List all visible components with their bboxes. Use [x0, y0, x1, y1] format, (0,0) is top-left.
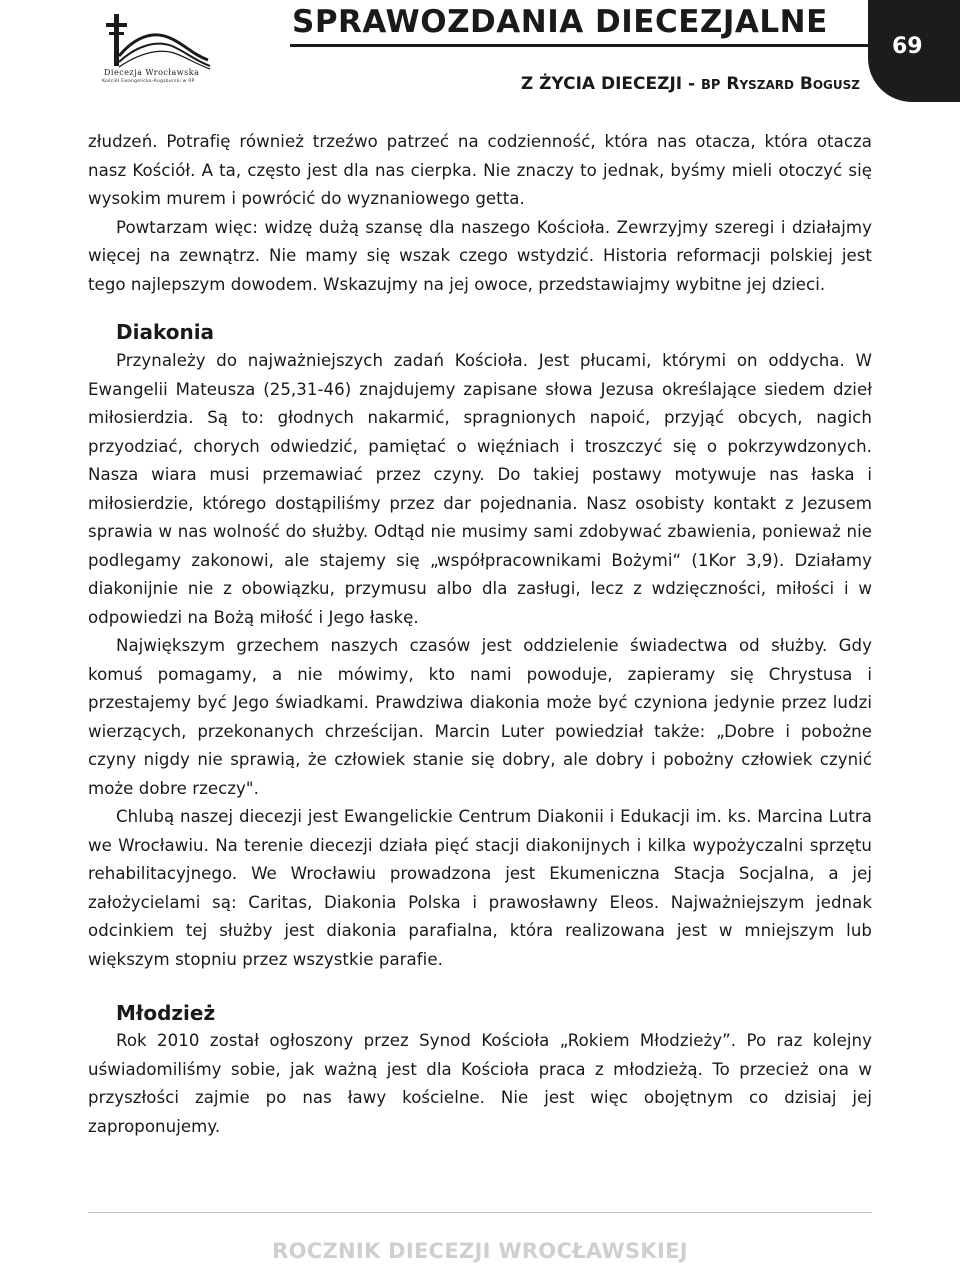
- cross-wave-logo-icon: [100, 12, 212, 72]
- logo-name: Diecezja Wrocławska: [104, 68, 200, 77]
- diocese-logo: [100, 12, 212, 90]
- paragraph-1: złudzeń. Potrafię również trzeźwo patrzeć na codzienność, która nas otacza, która otacza nasz Kościół. A ta, często jest dla nas cierpka. Nie znaczy to jednak, byśmy mieli otoczyć się wysokim murem i powrócić do wyznaniowego getta.: [88, 132, 872, 208]
- logo-subtitle: Kościół Ewangelicko-Augsburski w RP: [102, 79, 195, 84]
- footer-title: ROCZNIK DIECEZJI WROCŁAWSKIEJ: [272, 1239, 688, 1263]
- paragraph-4: Największym grzechem naszych czasów jest oddzielenie świadectwa od służby. Gdy komuś pomagamy, a nie mówimy, kto nami powoduje, zapieramy się Chrystusa i przestajemy być Jego świadkami. Prawdziwa diakonia może być czyniona jedynie przez ludzi wierzących, przekonanych chrześcijan. Marcin Luter powiedział także: „Dobre i pobożne czyny nigdy nie sprawią, że człowiek stanie się dobry, ale dobry i pobożny człowiek czynić może dobre rzeczy".: [88, 636, 872, 798]
- page-number: 69: [892, 34, 923, 59]
- header-title: SPRAWOZDANIA DIECEZJALNE: [292, 4, 828, 40]
- header-subtitle-name: Ryszard Bogusz: [726, 74, 860, 94]
- section-title-diakonia: Diakonia: [116, 320, 215, 344]
- section-title-mlodziez: Młodzież: [116, 1001, 216, 1025]
- paragraph-3: Przynależy do najważniejszych zadań Kościoła. Jest płucami, którymi on oddycha. W Ewangelii Mateusza (25,31-46) znajdujemy zapisane słowa Jezusa określające siedem dzieł miłosierdzia. Są to: głodnych nakarmić, spragnionych napoić, przyjąć obcych, nagich przyodziać, chorych odwiedzić, pamiętać o więźniach i troszczyć się o pokrzywdzonych. Nasza wiara musi przemawiać przez czyny. Do takiej postawy motywuje nas łaska i miłosierdzie, którego dostąpiliśmy przez dar pojednania. Nasz osobisty kontakt z Jezusem sprawia w nas wolność do służby. Odtąd nie musimy sami zdobywać zbawienia, ponieważ nie podlegamy zakonowi, ale stajemy się „współpracownikami Bożymi“ (1Kor 3,9). Działamy diakonijnie nie z obowiązku, przymusu albo dla zasługi, lecz z wdzięczności, miłości i w odpowiedzi na Bożą miłość i Jego łaskę.: [88, 351, 872, 627]
- footer-rule: [88, 1212, 872, 1213]
- header-subtitle-bp: BP: [701, 78, 721, 93]
- paragraph-2: Powtarzam więc: widzę dużą szansę dla naszego Kościoła. Zewrzyjmy szeregi i działajmy więcej na zewnątrz. Nie mamy się wszak czego wstydzić. Historia reformacji polskiej jest tego najlepszym dowodem. Wskazujmy na jej owoce, przedstawiajmy wybitne jej dzieci.: [88, 217, 872, 294]
- article-body: [88, 128, 872, 1141]
- paragraph-5: Chlubą naszej diecezji jest Ewangelickie Centrum Diakonii i Edukacji im. ks. Marcina Lutra we Wrocławiu. Na terenie diecezji działa pięć stacji diakonijnych i kilka wypożyczalni sprzętu rehabilitacyjnego. We Wrocławiu prowadzona jest Ekumeniczna Stacja Socjalna, a jej założycielami są: Caritas, Diakonia Polska i prawosławny Eleos. Najważniejszym jednak odcinkiem tej służby jest diakonia parafialna, która realizowana jest w mniejszym lub większym stopniu przez wszystkie parafie.: [88, 807, 872, 969]
- header-subtitle: [521, 74, 860, 94]
- header-subtitle-main: Z ŻYCIA DIECEZJI -: [520, 74, 701, 94]
- header-rule: [290, 44, 886, 47]
- paragraph-6: Rok 2010 został ogłoszony przez Synod Kościoła „Rokiem Młodzieży”. Po raz kolejny uświadomiliśmy sobie, jak ważną jest dla Kościoła praca z młodzieżą. To przecież ona w przyszłości zajmie po nas ławy kościelne. Nie jest więc obojętnym co dzisiaj jej zaproponujemy.: [88, 1031, 872, 1136]
